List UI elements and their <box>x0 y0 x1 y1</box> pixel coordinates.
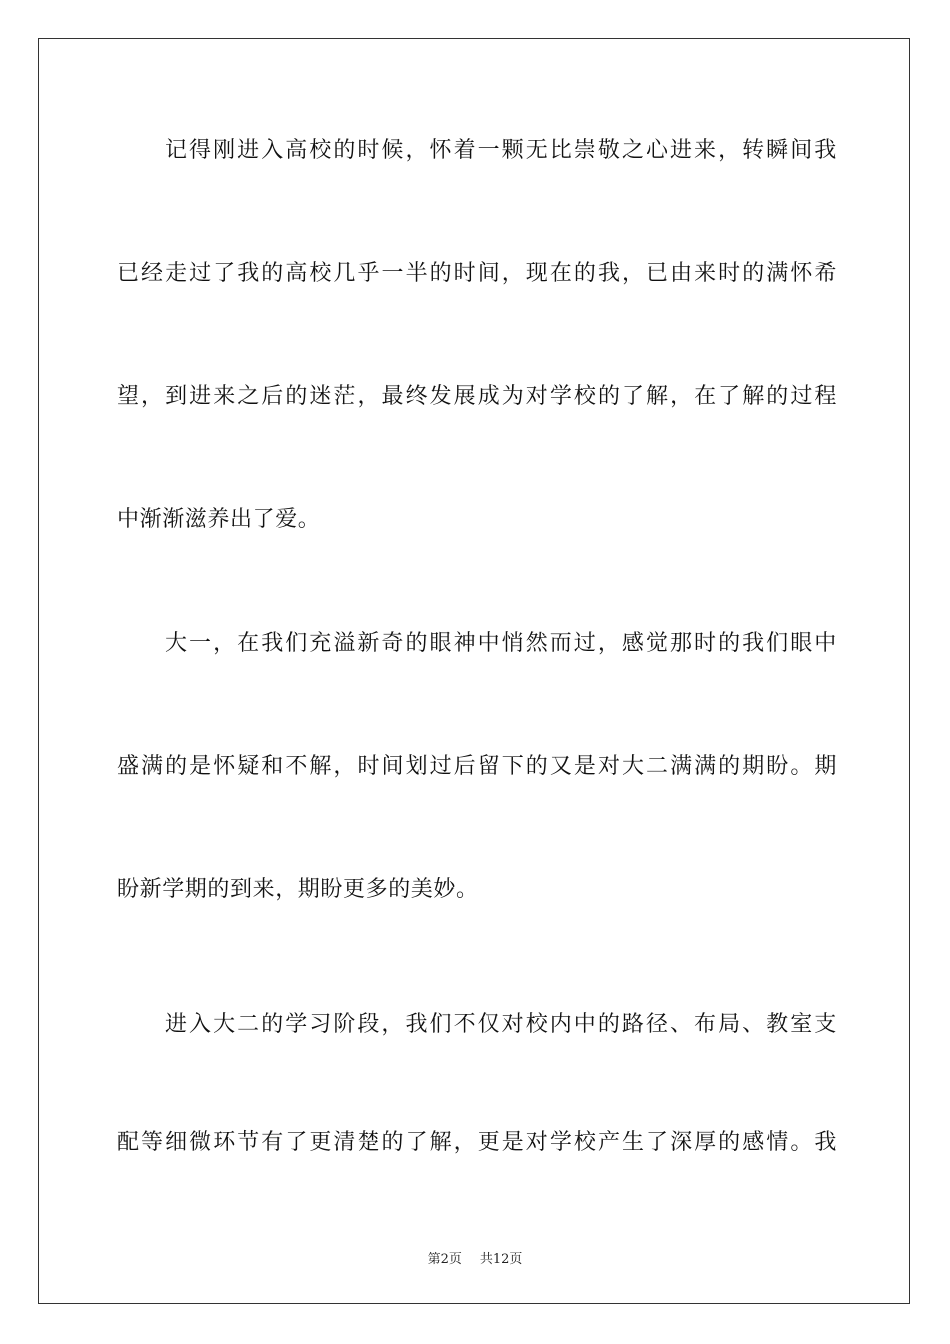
page-border <box>38 38 910 1304</box>
paragraph-1-line-3: 望 ， 到 进 来 之 后 的 迷 茫 ， 最 终 发 展 成 为 对 学 校 的 了 解 ， 在 了 解 的 过 程 <box>117 384 837 409</box>
paragraph-2-line-2: 盛 满 的 是 怀 疑 和 不 解 ， 时 间 划 过 后 留 下 的 又 是 对 大 二 满 满 的 期 盼 。 期 <box>117 754 837 779</box>
paragraph-1-line-2: 已 经 走 过 了 我 的 高 校 几 乎 一 半 的 时 间 ， 现 在 的 我 ， 已 由 来 时 的 满 怀 希 <box>117 261 837 286</box>
paragraph-1-line-1: 记 得 刚 进 入 高 校 的 时 候 ， 怀 着 一 颗 无 比 崇 敬 之 心 进 来 ， 转 瞬 间 我 <box>165 138 837 163</box>
paragraph-3-line-1: 进 入 大 二 的 学 习 阶 段 ， 我 们 不 仅 对 校 内 中 的 路 径 、 布 局 、 教 室 支 <box>165 1012 837 1037</box>
paragraph-2-line-3: 盼新学期的到来，期盼更多的美妙。 <box>117 877 479 902</box>
page-number: 第2页 <box>427 1252 462 1267</box>
paragraph-3-line-2: 配 等 细 微 环 节 有 了 更 清 楚 的 了 解 ， 更 是 对 学 校 产 生 了 深 厚 的 感 情 。 我 <box>117 1130 837 1155</box>
page-footer <box>0 1248 950 1267</box>
paragraph-2-line-1: 大 一 ， 在 我 们 充 溢 新 奇 的 眼 神 中 悄 然 而 过 ， 感 觉 那 时 的 我 们 眼 中 <box>165 631 837 656</box>
total-pages: 共12页 <box>479 1252 523 1267</box>
paragraph-1-line-4: 中渐渐滋养出了爱。 <box>117 507 321 532</box>
